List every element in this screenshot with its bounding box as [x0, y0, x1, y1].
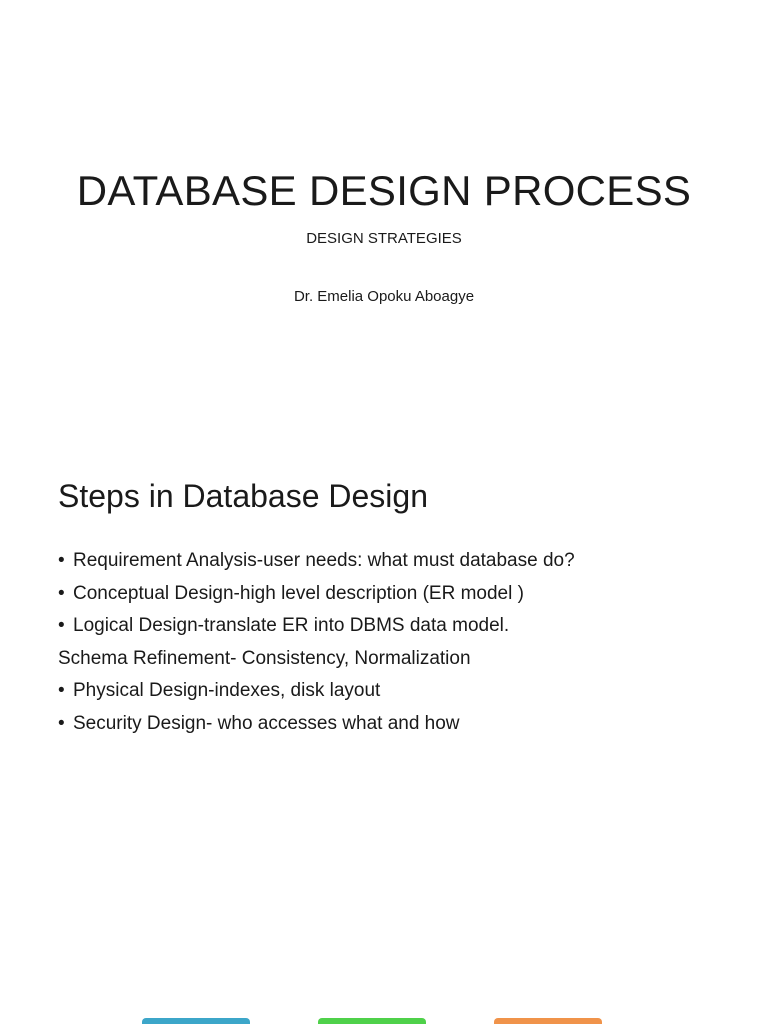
list-item-text: Security Design- who accesses what and how	[73, 712, 460, 734]
list-item	[58, 643, 738, 676]
bullet-icon: •	[58, 615, 65, 636]
steps-list	[58, 545, 738, 740]
list-item	[58, 610, 738, 643]
list-item	[58, 545, 738, 578]
footer-tab-orange	[494, 1018, 602, 1024]
bullet-icon: •	[58, 712, 65, 734]
slide-title: DATABASE DESIGN PROCESS	[76, 167, 692, 214]
section-heading: Steps in Database Design	[58, 478, 428, 514]
slide-author: Dr. Emelia Opoku Aboagye	[293, 288, 475, 305]
list-item	[58, 578, 738, 611]
footer-tab-blue	[142, 1018, 250, 1024]
list-item-text: Schema Refinement- Consistency, Normalization	[58, 647, 471, 669]
list-item	[58, 708, 738, 741]
bullet-icon: •	[58, 680, 65, 701]
list-item-text: Logical Design-translate ER into DBMS data model.	[73, 615, 510, 636]
list-item	[58, 675, 738, 708]
bullet-icon: •	[58, 582, 65, 604]
bullet-icon: •	[58, 550, 65, 571]
list-item-text: Requirement Analysis-user needs: what must database do?	[73, 550, 575, 571]
footer-tab-green	[318, 1018, 426, 1024]
slide-subtitle: DESIGN STRATEGIES	[306, 230, 462, 247]
list-item-text: Physical Design-indexes, disk layout	[73, 680, 381, 701]
list-item-text: Conceptual Design-high level description (ER model )	[73, 582, 524, 604]
footer-tabs	[0, 1018, 768, 1024]
